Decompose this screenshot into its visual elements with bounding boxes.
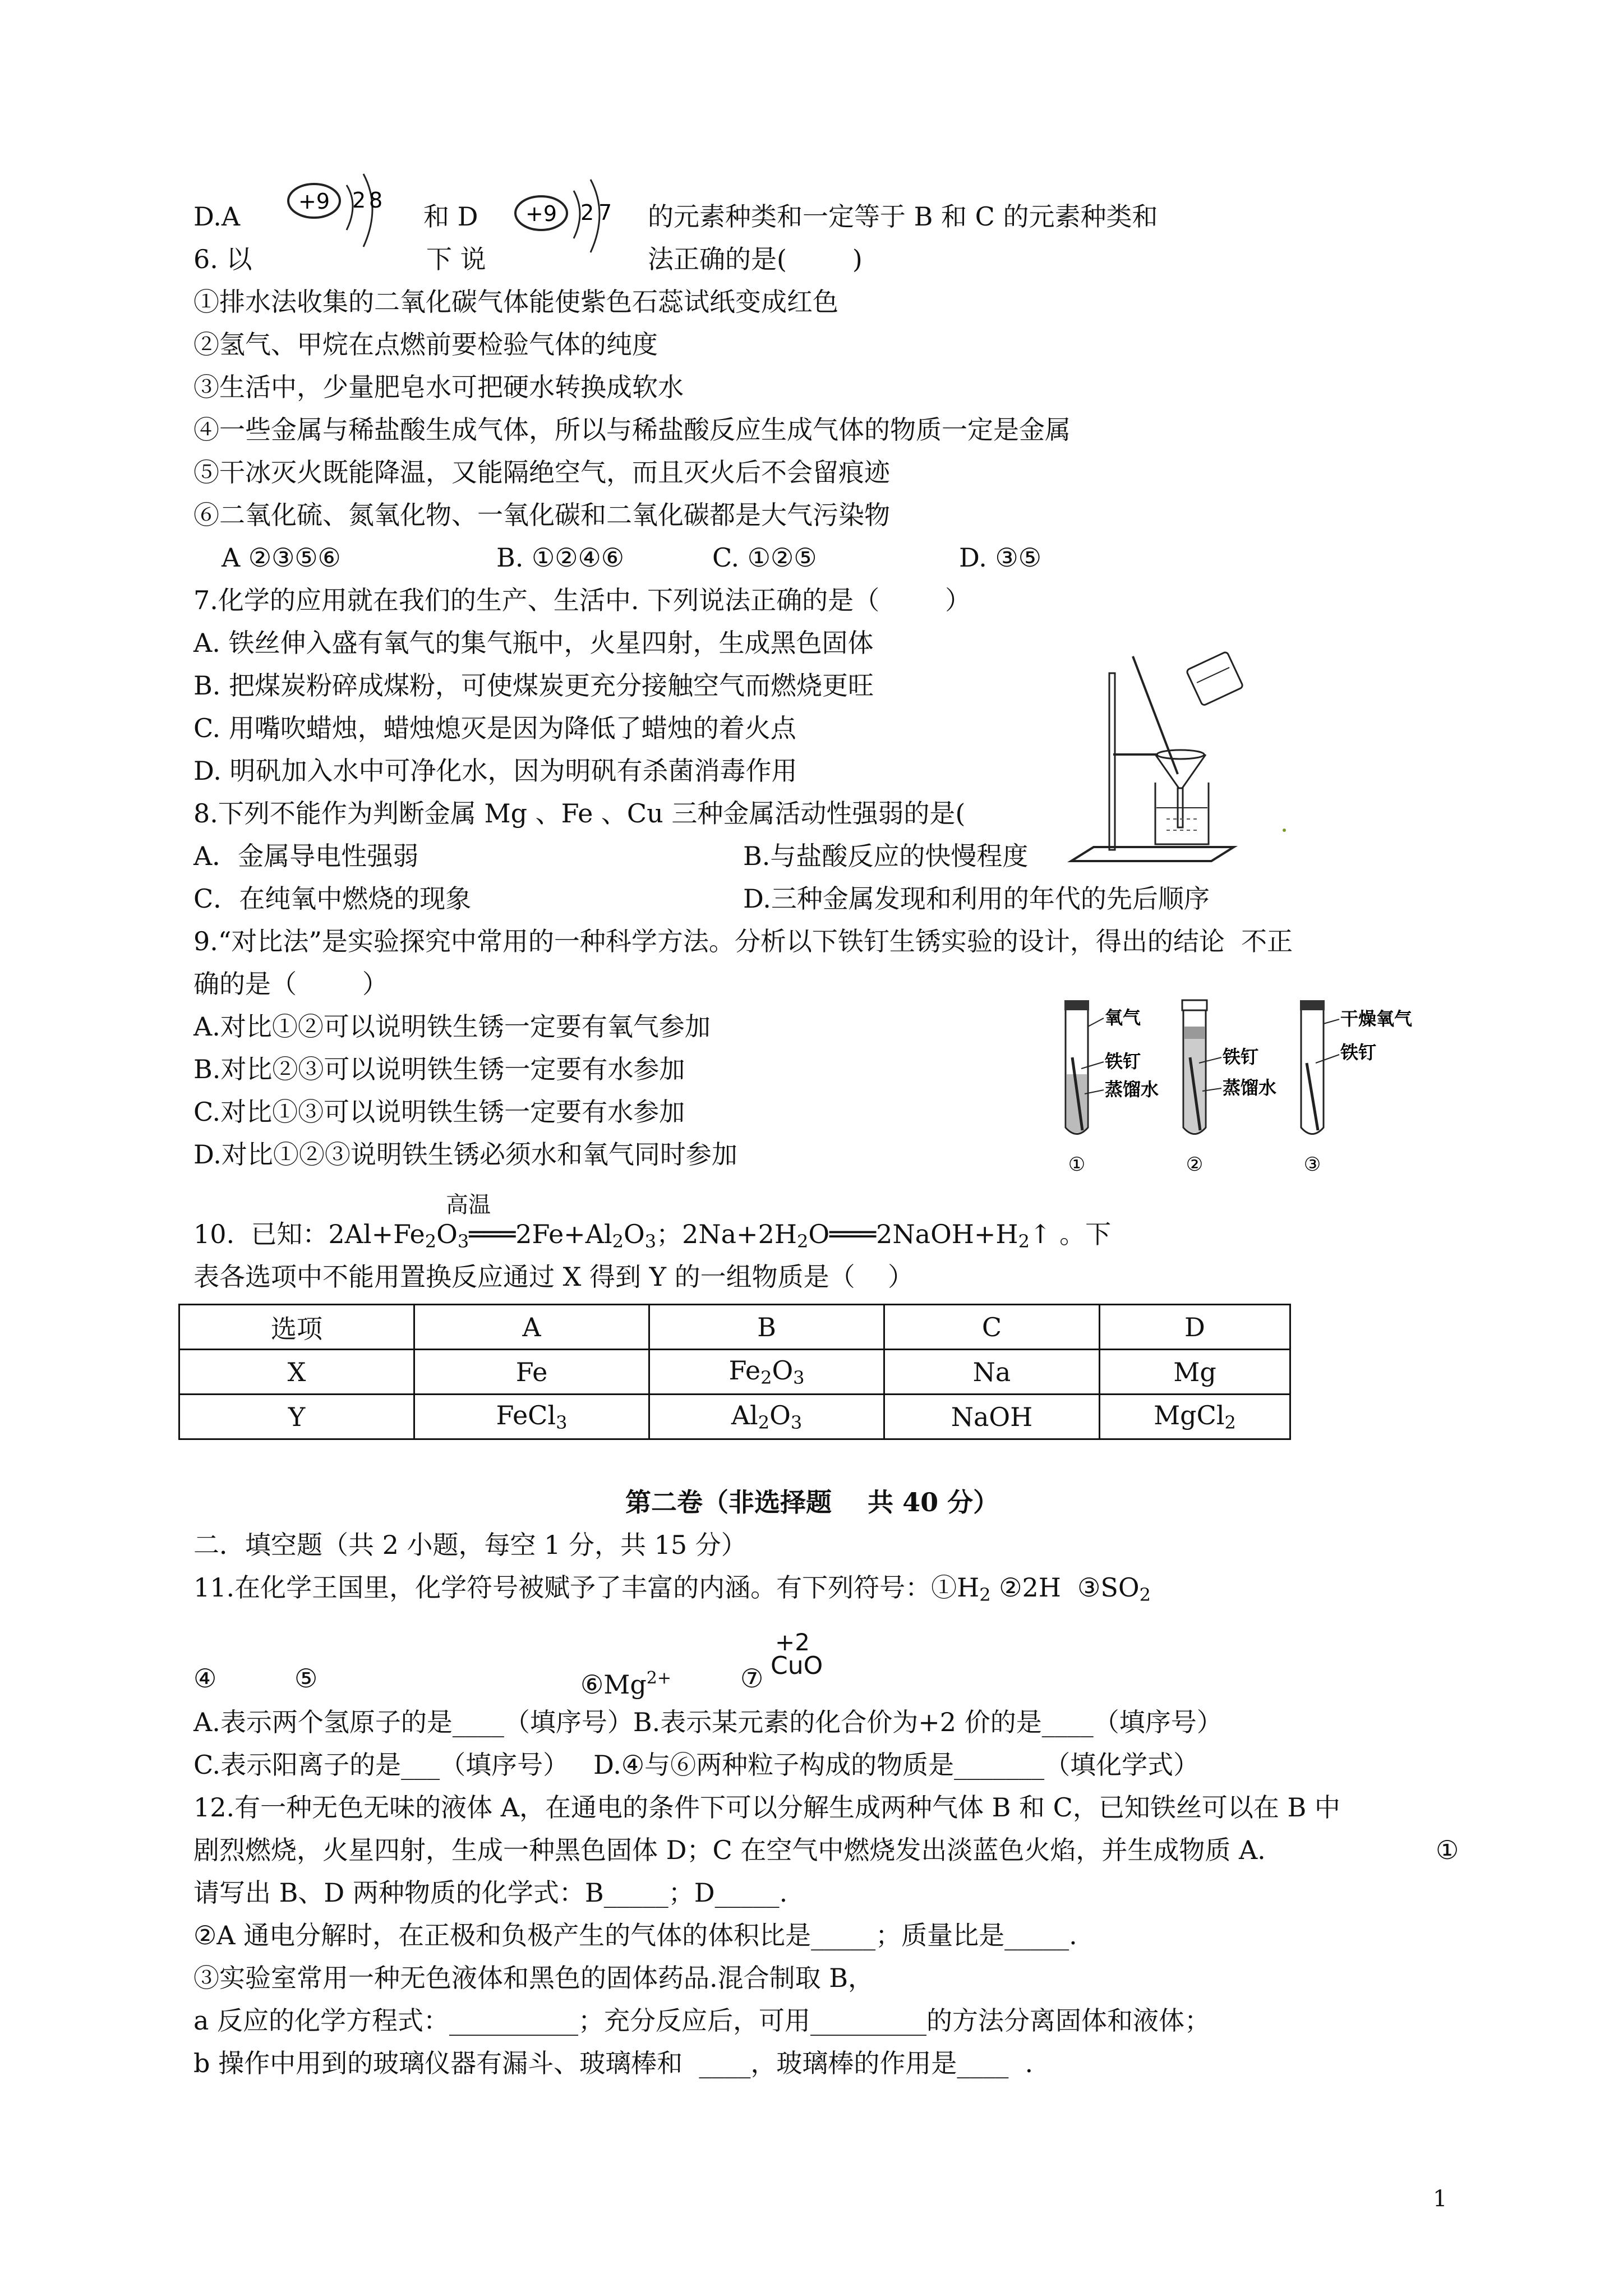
q12-line-2: 剧烈燃烧，火星四射，生成一种黑色固体 D；C 在空气中燃烧发出淡蓝色火焰，并生成物质 A. <box>193 1835 1266 1865</box>
table-cell: $Fe_2O_3$ <box>649 1350 884 1395</box>
q12-line-5: ③实验室常用一种无色液体和黑色的固体药品.混合制取 B， <box>193 1963 874 1993</box>
atom-d-shell-2: 7 <box>598 200 612 225</box>
table-header-cell: D <box>1100 1305 1290 1350</box>
q11-formula-cuo: CuO <box>771 1651 823 1680</box>
q10-equation: 10. 已知：$2Al+Fe_2O_3═══2Fe+Al_2O_3$；$2Na+2H_2O═══2NaOH+H_2↑$ 。下 <box>193 1219 1112 1252</box>
table-header-cell: B <box>649 1305 884 1350</box>
table-cell: Fe <box>414 1350 649 1395</box>
table-cell: Mg <box>1100 1350 1290 1395</box>
q7-option-a: A. 铁丝伸入盛有氧气的集气瓶中，火星四射，生成黑色固体 <box>193 628 874 658</box>
filtration-apparatus-figure <box>1060 639 1295 881</box>
atom-a-shell-2: 8 <box>369 188 383 213</box>
q10-stem-line2: 表各选项中不能用置换反应通过 X 得到 Y 的一组物质是（ ） <box>193 1262 914 1292</box>
q11-question-a-b: A.表示两个氢原子的是____（填序号）B.表示某元素的化合价为+2 价的是____（填序号） <box>193 1707 1223 1737</box>
atom-structure-a-diagram <box>280 168 409 258</box>
label-iron-nail-2: 铁钉 <box>1223 1046 1259 1068</box>
q9-stem-line2: 确的是（ ） <box>193 969 388 999</box>
q6-option-d: D. ③⑤ <box>959 542 1041 573</box>
q12-line-6: a 反应的化学方程式：__________；充分反应后，可用_________的方法分离固体和液体； <box>193 2005 1211 2036</box>
q12-line-4: ②A 通电分解时，在正极和负极产生的气体的体积比是_____；质量比是_____. <box>193 1920 1077 1950</box>
table-cell: NaOH <box>884 1395 1100 1439</box>
q8-option-b: B.与盐酸反应的快慢程度 <box>743 841 1029 871</box>
q5-and-d: 和 D <box>423 201 478 232</box>
q11-symbol-5: ⑤ <box>294 1663 318 1694</box>
tube-1-stopper <box>1064 1000 1089 1010</box>
q9-option-b: B.对比②③可以说明铁生锈一定要有水参加 <box>193 1054 685 1084</box>
label-iron-nail-1: 铁钉 <box>1105 1051 1141 1072</box>
page-number: 1 <box>1433 2186 1447 2212</box>
section-2-title: 第二卷（非选择题 共 40 分） <box>625 1487 999 1517</box>
q8-option-a: A．金属导电性强弱 <box>193 841 419 871</box>
table-cell: MgCl$_2$ <box>1100 1395 1290 1439</box>
q7-option-d: D. 明矾加入水中可净化水，因为明矾有杀菌消毒作用 <box>193 756 797 786</box>
q6-stem-part3: 法正确的是( ) <box>648 244 863 274</box>
atom-d-nucleus: +9 <box>525 201 557 226</box>
q7-stem: 7.化学的应用就在我们的生产、生活中. 下列说法正确的是（ ） <box>193 585 971 615</box>
q10-options-table <box>178 1304 1291 1440</box>
q6-option-b: B. ①②④⑥ <box>496 542 625 573</box>
q5-d-prefix: D.A <box>193 201 241 232</box>
label-distilled-water-2: 蒸馏水 <box>1223 1077 1277 1098</box>
tube-3-label: ③ <box>1303 1153 1321 1176</box>
q6-option-c: C. ①②⑤ <box>712 542 817 573</box>
q12-line-2-marker: ① <box>1436 1835 1459 1865</box>
q6-stem-part2: 下 说 <box>426 244 486 274</box>
label-oxygen: 氧气 <box>1105 1007 1141 1028</box>
q6-item: ②氢气、甲烷在点燃前要检验气体的纯度 <box>193 329 658 360</box>
q12-line-3: 请写出 B、D 两种物质的化学式：B_____；D_____. <box>193 1878 788 1908</box>
table-header-cell: C <box>884 1305 1100 1350</box>
table-cell: Na <box>884 1350 1100 1395</box>
q9-option-d: D.对比①②③说明铁生锈必须水和氧气同时参加 <box>193 1139 737 1170</box>
q12-line-7: b 操作中用到的玻璃仪器有漏斗、玻璃棒和 ____，玻璃棒的作用是____ . <box>193 2048 1034 2078</box>
table-header-cell: 选项 <box>179 1305 414 1350</box>
table-cell: $Al_2O_3$ <box>649 1395 884 1439</box>
q6-stem-part1: 6. 以 <box>193 244 252 274</box>
table-cell: Y <box>179 1395 414 1439</box>
q6-item: ⑥二氧化硫、氮氧化物、一氧化碳和二氧化碳都是大气污染物 <box>193 500 890 530</box>
q10-condition-high-temp: 高温 <box>446 1192 491 1218</box>
q8-option-c: C．在纯氧中燃烧的现象 <box>193 884 472 914</box>
tube-1-label: ① <box>1068 1153 1086 1176</box>
table-row <box>179 1395 1290 1439</box>
tube-2-label: ② <box>1186 1153 1204 1176</box>
q11-stem: 11.在化学王国里，化学符号被赋予了丰富的内涵。有下列符号：$①H_2$ ②2H $③SO_2$ <box>193 1572 1151 1605</box>
atom-a-shell-1: 2 <box>352 188 366 213</box>
q9-option-c: C.对比①③可以说明铁生锈一定要有水参加 <box>193 1097 685 1127</box>
q5-tail-text: 的元素种类和一定等于 B 和 C 的元素种类和 <box>648 201 1158 232</box>
atom-a-nucleus: +9 <box>298 189 330 214</box>
q6-item: ①排水法收集的二氧化碳气体能使紫色石蕊试纸变成红色 <box>193 287 838 317</box>
q7-option-b: B. 把煤炭粉碎成煤粉，可使煤炭更充分接触空气而燃烧更旺 <box>193 670 874 701</box>
table-row <box>179 1350 1290 1395</box>
table-row <box>179 1305 1290 1350</box>
table-header-cell: A <box>414 1305 649 1350</box>
section-2-part-heading: 二．填空题（共 2 小题，每空 1 分，共 15 分） <box>193 1530 747 1560</box>
atom-structure-d-diagram <box>508 168 637 258</box>
q11-valence-mark: +2 <box>775 1628 810 1656</box>
q6-option-a: A ②③⑤⑥ <box>222 542 341 573</box>
label-iron-nail-3: 铁钉 <box>1340 1042 1377 1063</box>
atom-d-shell-1: 2 <box>580 200 594 225</box>
q6-item: ③生活中，少量肥皂水可把硬水转换成软水 <box>193 372 684 402</box>
iron-rusting-experiment-figure <box>1060 996 1441 1181</box>
q8-option-d: D.三种金属发现和利用的年代的先后顺序 <box>743 884 1210 914</box>
q7-option-c: C. 用嘴吹蜡烛，蜡烛熄灭是因为降低了蜡烛的着火点 <box>193 713 796 743</box>
q11-question-c-d: C.表示阳离子的是___（填序号） D.④与⑥两种粒子构成的物质是_______（填化学式） <box>193 1750 1200 1780</box>
q9-option-a: A.对比①②可以说明铁生锈一定要有氧气参加 <box>193 1011 711 1042</box>
label-distilled-water-1: 蒸馏水 <box>1105 1079 1159 1100</box>
q11-symbol-6: $⑥Mg^{2+}$ <box>580 1668 672 1700</box>
label-dry-oxygen: 干燥氧气 <box>1340 1008 1413 1029</box>
table-cell: FeCl$_3$ <box>414 1395 649 1439</box>
q6-item: ⑤干冰灭火既能降温，又能隔绝空气，而且灭火后不会留痕迹 <box>193 457 890 487</box>
q6-item: ④一些金属与稀盐酸生成气体，所以与稀盐酸反应生成气体的物质一定是金属 <box>193 415 1071 445</box>
q9-stem-line1: 9.“对比法”是实验探究中常用的一种科学方法。分析以下铁钉生锈实验的设计，得出的结论 不正 <box>193 926 1293 956</box>
table-cell: X <box>179 1350 414 1395</box>
q11-symbol-7: ⑦ <box>740 1663 764 1694</box>
q12-line-1: 12.有一种无色无味的液体 A，在通电的条件下可以分解生成两种气体 B 和 C，已知铁丝可以在 B 中 <box>193 1792 1340 1823</box>
q11-symbol-4: ④ <box>193 1663 217 1694</box>
q8-stem: 8.下列不能作为判断金属 Mg 、Fe 、Cu 三种金属活动性强弱的是( <box>193 798 966 829</box>
